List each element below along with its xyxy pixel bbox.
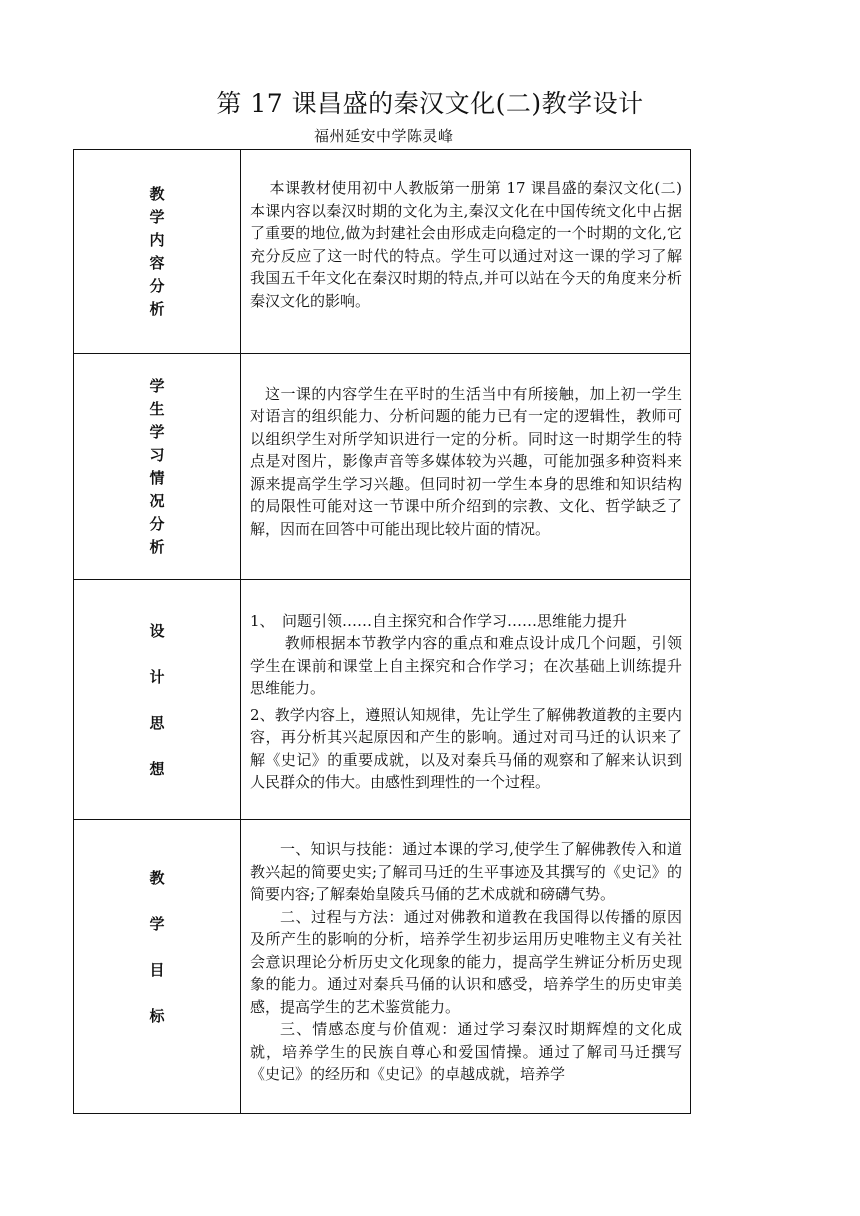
label-char: 教 xyxy=(149,869,165,887)
paragraph: 一、知识与技能：通过本课的学习,使学生了解佛教传入和道教兴起的简要史实;了解司马迁的生平事迹及其撰写的《史记》的简要内容;了解秦始皇陵兵马俑的艺术成就和磅礴气势。 xyxy=(250,840,682,903)
document-title: 第 17 课昌盛的秦汉文化(二)教学设计 xyxy=(216,89,644,118)
row-content-student-analysis xyxy=(241,354,691,580)
label-char: 学 xyxy=(149,915,165,933)
label-char: 学 xyxy=(149,376,165,395)
label-char: 学 xyxy=(149,207,165,226)
table-row-student-analysis xyxy=(74,354,691,580)
row-label-design-idea xyxy=(74,580,241,820)
label-char: 目 xyxy=(149,961,165,979)
paragraph: 这一课的内容学生在平时的生活当中有所接触，加上初一学生对语言的组织能力、分析问题的能力已有一定的逻辑性，教师可以组织学生对所学知识进行一定的分析。同时这一时期学生的特点是对图片，影像声音等多媒体较为兴趣，可能加强多种资料来源来提高学生学习兴趣。但同时初一学生本身的思维和知识结构的局限性可能对这一节课中所介绍到的宗教、文化、哲学缺乏了解，因而在回答中可能出现比较片面的情况。 xyxy=(250,384,682,538)
label-char: 学 xyxy=(149,422,165,441)
label-char: 内 xyxy=(149,230,165,249)
label-char: 习 xyxy=(149,445,165,464)
label-char: 生 xyxy=(149,399,165,418)
label-char: 设 xyxy=(149,621,165,640)
label-char: 析 xyxy=(149,537,165,556)
label-char: 想 xyxy=(149,759,165,778)
table-row-content-analysis xyxy=(74,150,691,354)
label-char: 容 xyxy=(149,253,165,272)
label-char: 计 xyxy=(149,667,165,686)
design-item: 教师根据本节教学内容的重点和难点设计成几个问题，引领学生在课前和课堂上自主探究和合作学习；在次基础上训练提升思维能力。 xyxy=(250,634,682,697)
row-content-teaching-goals xyxy=(241,820,691,1114)
label-char: 分 xyxy=(149,276,165,295)
row-content-design-idea xyxy=(241,580,691,820)
label-char: 分 xyxy=(149,514,165,533)
label-char: 情 xyxy=(149,468,165,487)
lesson-plan-table xyxy=(73,149,691,1114)
paragraph: 三、情感态度与价值观：通过学习秦汉时期辉煌的文化成就，培养学生的民族自尊心和爱国情操。通过了解司马迁撰写《史记》的经历和《史记》的卓越成就，培养学 xyxy=(250,1020,682,1083)
document-author: 福州延安中学陈灵峰 xyxy=(314,127,454,145)
row-label-teaching-goals xyxy=(74,820,241,1114)
row-label-student-analysis xyxy=(74,354,241,580)
paragraph: 本课教材使用初中人教版第一册第 17 课昌盛的秦汉文化(二) 本课内容以秦汉时期的文化为主,秦汉文化在中国传统文化中占据了重要的地位,做为封建社会由形成走向稳定的一个时期的文化,它充分反应了这一时代的特点。学生可以通过对这一课的学习了解我国五千年文化在秦汉时期的特点,并可以站在今天的角度来分析秦汉文化的影响。 xyxy=(250,179,682,310)
table-row-design-idea xyxy=(74,580,691,820)
paragraph: 二、过程与方法：通过对佛教和道教在我国得以传播的原因及所产生的影响的分析，培养学生初步运用历史唯物主义有关社会意识理论分析历史文化现象的能力，提高学生辨证分析历史现象的能力。通过对秦兵马俑的认识和感受，培养学生的历史审美感，提高学生的艺术鉴赏能力。 xyxy=(250,907,682,1016)
row-content-content-analysis xyxy=(241,150,691,354)
table-row-teaching-goals xyxy=(74,820,691,1114)
row-label-content-analysis xyxy=(74,150,241,354)
design-item: 1、 问题引领……自主探究和合作学习……思维能力提升 xyxy=(250,611,628,630)
label-char: 思 xyxy=(149,713,165,732)
design-item: 2、教学内容上，遵照认知规律，先让学生了解佛教道教的主要内容，再分析其兴起原因和产生的影响。通过对司马迁的认识来了解《史记》的重要成就，以及对秦兵马俑的观察和了解来认识到人民群众的伟大。由感性到理性的一个过程。 xyxy=(250,705,682,791)
label-char: 况 xyxy=(149,491,165,510)
label-char: 析 xyxy=(149,299,165,318)
label-char: 标 xyxy=(149,1007,165,1025)
label-char: 教 xyxy=(149,184,165,203)
